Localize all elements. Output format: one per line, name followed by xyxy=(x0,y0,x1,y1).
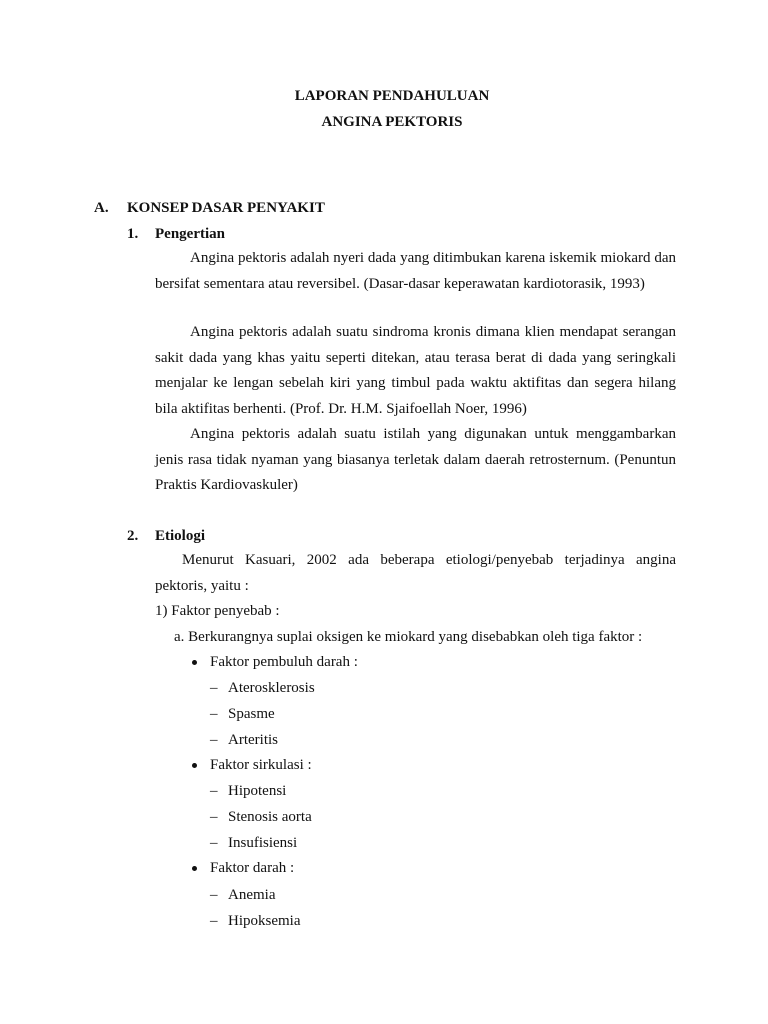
document-title: LAPORAN PENDAHULUAN xyxy=(294,88,490,104)
list-heading: 1) Faktor penyebab : xyxy=(155,603,280,619)
section-title: KONSEP DASAR PENYAKIT xyxy=(127,200,325,216)
dash-icon: – xyxy=(210,680,218,696)
document-subtitle: ANGINA PEKTORIS xyxy=(321,114,463,130)
sub-list-item: Spasme xyxy=(228,706,275,722)
subsection-title: Pengertian xyxy=(155,226,225,242)
dash-icon: – xyxy=(210,732,218,748)
bullet-item: Faktor pembuluh darah : xyxy=(210,654,358,670)
sub-list-item: Hipoksemia xyxy=(228,913,301,929)
sub-list-item: Anemia xyxy=(228,887,276,903)
dash-icon: – xyxy=(210,913,218,929)
bullet-icon xyxy=(192,763,197,768)
subsection-number: 2. xyxy=(127,528,139,544)
bullet-item: Faktor darah : xyxy=(210,860,295,876)
bullet-icon xyxy=(192,866,197,871)
dash-icon: – xyxy=(210,783,218,799)
paragraph: Angina pektoris adalah suatu istilah yang digunakan untuk menggambarkan jenis rasa tidak nyaman yang biasanya terletak dalam daerah retrosternum. (Penuntun Praktis Kardiovaskuler) xyxy=(155,426,676,494)
list-item: a. Berkurangnya suplai oksigen ke miokard yang disebabkan oleh tiga faktor : xyxy=(174,629,643,645)
sub-list-item: Hipotensi xyxy=(228,783,287,799)
dash-icon: – xyxy=(210,706,218,722)
paragraph: Angina pektoris adalah suatu sindroma kronis dimana klien mendapat serangan sakit dada yang khas yaitu seperti ditekan, atau terasa berat di dada yang seringkali menjalar ke lengan sebelah kiri yang timbul pada waktu aktifitas dan segera hilang bila aktifitas berhenti. (Prof. Dr. H.M. Sjaifoellah Noer, 1996) xyxy=(155,324,676,418)
dash-icon: – xyxy=(210,887,218,903)
paragraph: Angina pektoris adalah nyeri dada yang ditimbukan karena iskemik miokard dan bersifat sementara atau reversibel. (Dasar-dasar keperawatan kardiotorasik, 1993) xyxy=(155,250,676,292)
sub-list-item: Aterosklerosis xyxy=(228,680,315,696)
bullet-icon xyxy=(192,660,197,665)
bullet-item: Faktor sirkulasi : xyxy=(210,757,312,773)
subsection-number: 1. xyxy=(127,226,139,242)
sub-list-item: Stenosis aorta xyxy=(228,809,312,825)
paragraph: Menurut Kasuari, 2002 ada beberapa etiologi/penyebab terjadinya angina pektoris, yaitu : xyxy=(155,552,676,594)
sub-list-item: Arteritis xyxy=(228,732,278,748)
sub-list-item: Insufisiensi xyxy=(228,835,298,851)
dash-icon: – xyxy=(210,835,218,851)
subsection-title: Etiologi xyxy=(155,528,206,544)
dash-icon: – xyxy=(210,809,218,825)
section-label: A. xyxy=(94,200,109,216)
